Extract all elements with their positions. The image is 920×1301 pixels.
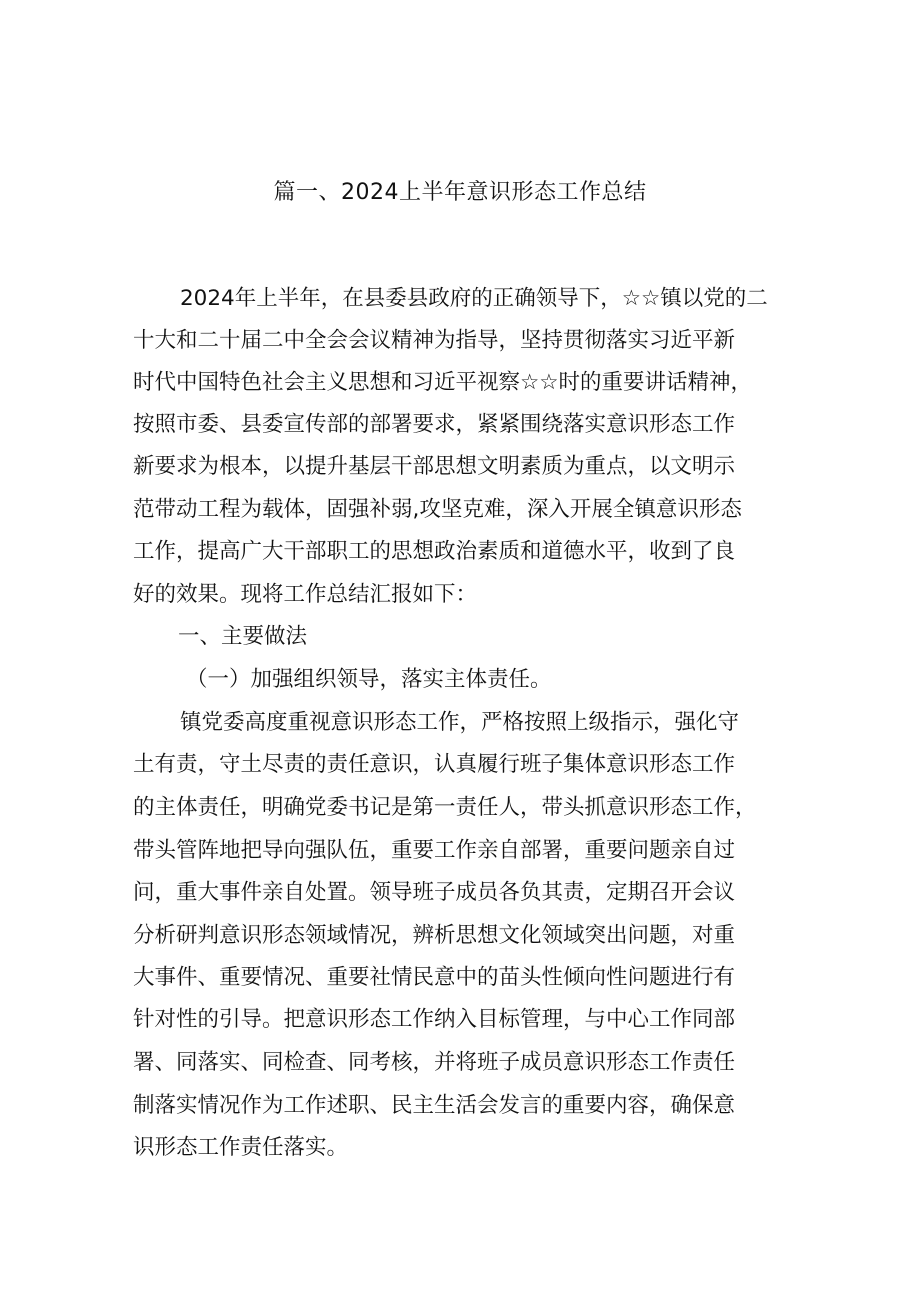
paragraph-line: 新要求为根本，以提升基层干部思想文明素质为重点，以文明示: [133, 454, 736, 479]
document-title: 篇一、2024上半年意识形态工作总结: [273, 180, 647, 205]
subsection-heading: （一）加强组织领导，落实主体责任。: [186, 667, 552, 692]
paragraph-line: 识形态工作责任落实。: [133, 1135, 349, 1160]
section-heading: 一、主要做法: [178, 624, 308, 649]
paragraph-line: 范带动工程为载体，固强补弱,攻坚克难，深入开展全镇意识形态: [133, 497, 742, 522]
paragraph-line: 时代中国特色社会主义思想和习近平视察☆☆时的重要讲话精神，: [133, 370, 753, 395]
paragraph-line: 好的效果。现将工作总结汇报如下：: [133, 582, 478, 607]
paragraph-line: 署、同落实、同检查、同考核，并将班子成员意识形态工作责任: [133, 1050, 736, 1075]
paragraph-line: 的主体责任，明确党委书记是第一责任人，带头抓意识形态工作，: [133, 795, 757, 820]
paragraph-line: 大事件、重要情况、重要社情民意中的苗头性倾向性问题进行有: [133, 965, 736, 990]
paragraph-line: 工作，提高广大干部职工的思想政治素质和道德水平，收到了良: [133, 539, 736, 564]
paragraph-line: 针对性的引导。把意识形态工作纳入目标管理，与中心工作同部: [133, 1007, 736, 1032]
paragraph-line: 十大和二十届二中全会会议精神为指导，坚持贯彻落实习近平新: [133, 328, 736, 353]
paragraph-line: 带头管阵地把导向强队伍，重要工作亲自部署，重要问题亲自过: [133, 838, 736, 863]
paragraph-line: 制落实情况作为工作述职、民主生活会发言的重要内容，确保意: [133, 1093, 736, 1118]
paragraph-line: 镇党委高度重视意识形态工作，严格按照上级指示，强化守: [180, 710, 740, 735]
paragraph-line: 问，重大事件亲自处置。领导班子成员各负其责，定期召开会议: [133, 880, 736, 905]
paragraph-line: 分析研判意识形态领域情况，辨析思想文化领域突出问题，对重: [133, 923, 736, 948]
paragraph-line: 按照市委、县委宣传部的部署要求，紧紧围绕落实意识形态工作: [133, 412, 736, 437]
paragraph-line: 2024年上半年，在县委县政府的正确领导下，☆☆镇以党的二: [180, 286, 768, 311]
paragraph-line: 土有责，守土尽责的责任意识，认真履行班子集体意识形态工作: [133, 752, 736, 777]
